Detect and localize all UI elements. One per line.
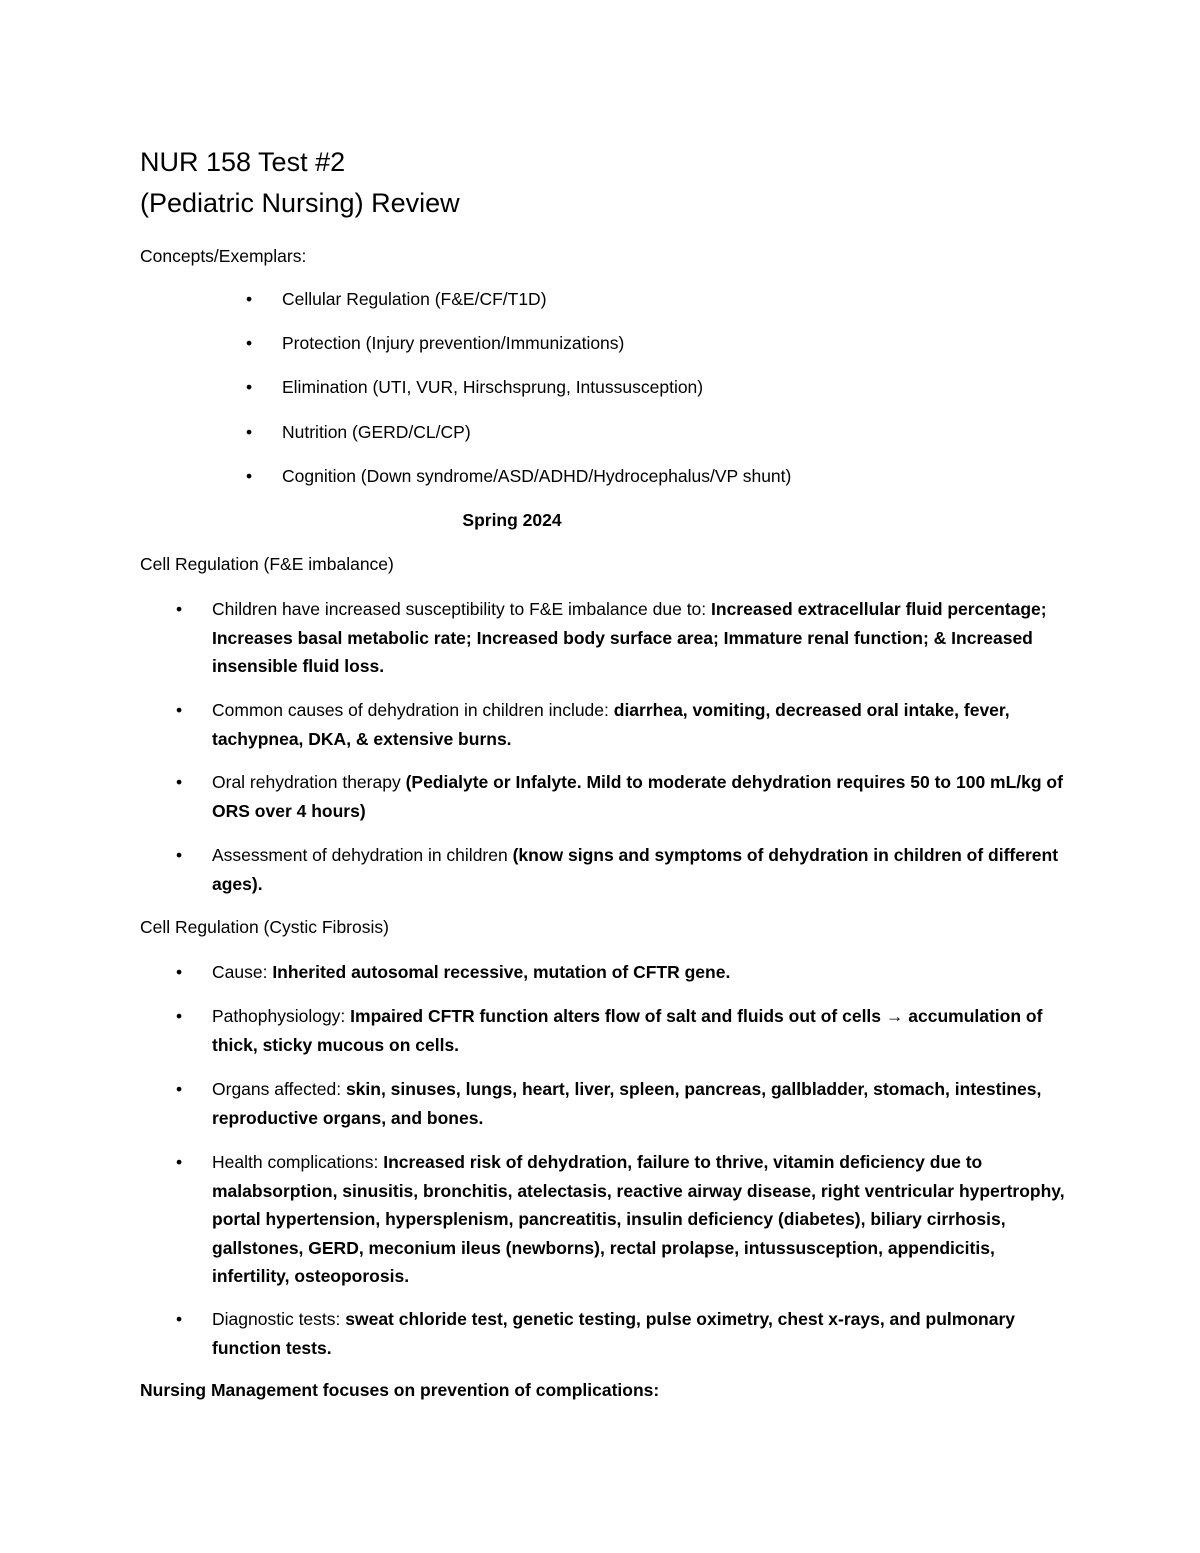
list-item — [176, 768, 1076, 825]
fe-section-heading: Cell Regulation (F&E imbalance) — [140, 554, 394, 574]
concept-text: Elimination (UTI, VUR, Hirschsprung, Intussusception) — [282, 377, 704, 397]
list-item — [176, 841, 1076, 898]
item-detail: Increased risk of dehydration, failure to thrive, vitamin deficiency due to malabsorption, sinusitis, bronchitis, atelectasis, reactive airway disease, right ventricular hypertrophy, portal hypertension, hypersplenism, pancreatitis, insulin deficiency (diabetes), biliary cirrhosis, gallstones, GERD, meconium ileus (newborns), rectal prolapse, intussusception, appendicitis, infertility, osteoporosis. — [212, 1152, 1065, 1286]
nursing-management-heading: Nursing Management focuses on prevention of complications: — [140, 1380, 660, 1400]
bullet-icon: • — [176, 962, 183, 982]
list-item — [176, 1148, 1076, 1291]
cf-section-heading: Cell Regulation (Cystic Fibrosis) — [140, 917, 389, 937]
document-title: NUR 158 Test #2 — [140, 147, 346, 177]
bullet-icon: • — [176, 772, 183, 792]
item-detail: sweat chloride test, genetic testing, pulse oximetry, chest x-rays, and pulmonary function tests. — [212, 1309, 1015, 1358]
bullet-icon: • — [246, 377, 253, 397]
item-detail: skin, sinuses, lungs, heart, liver, spleen, pancreas, gallbladder, stomach, intestines, reproductive organs, and bones. — [212, 1079, 1042, 1128]
term-label: Spring 2024 — [462, 510, 562, 530]
concept-text: Nutrition (GERD/CL/CP) — [282, 422, 471, 442]
list-item — [176, 696, 1076, 753]
bullet-icon: • — [176, 1309, 183, 1329]
item-lead: Cause: — [212, 962, 273, 982]
bullet-icon: • — [246, 289, 253, 309]
item-detail: Inherited autosomal recessive, mutation of CFTR gene. — [272, 962, 731, 982]
bullet-icon: • — [176, 700, 183, 720]
item-detail: Impaired CFTR function alters flow of salt and fluids out of cells → accumulation of thick, sticky mucous on cells. — [212, 1006, 1043, 1055]
bullet-icon: • — [176, 1079, 183, 1099]
concept-text: Cellular Regulation (F&E/CF/T1D) — [282, 289, 547, 309]
item-lead: Diagnostic tests: — [212, 1309, 346, 1329]
item-detail: diarrhea, vomiting, decreased oral intake, fever, tachypnea, DKA, & extensive burns. — [212, 700, 1010, 749]
concepts-label: Concepts/Exemplars: — [140, 246, 307, 266]
list-item — [176, 958, 1076, 987]
item-lead: Assessment of dehydration in children — [212, 845, 513, 865]
item-lead: Organs affected: — [212, 1079, 346, 1099]
item-detail: Increased extracellular fluid percentage; Increases basal metabolic rate; Increased body surface area; Immature renal function; & Increased insensible fluid loss. — [212, 599, 1047, 676]
concept-text: Cognition (Down syndrome/ASD/ADHD/Hydrocephalus/VP shunt) — [282, 466, 792, 486]
bullet-icon: • — [246, 422, 253, 442]
bullet-icon: • — [176, 845, 183, 865]
bullet-icon: • — [176, 1152, 183, 1172]
item-lead: Health complications: — [212, 1152, 384, 1172]
item-lead: Children have increased susceptibility to F&E imbalance due to: — [212, 599, 712, 619]
list-item — [176, 595, 1076, 681]
bullet-icon: • — [176, 1006, 183, 1026]
bullet-icon: • — [246, 333, 253, 353]
item-lead: Pathophysiology: — [212, 1006, 351, 1026]
list-item — [176, 1075, 1076, 1132]
item-lead: Oral rehydration therapy — [212, 772, 406, 792]
item-lead: Common causes of dehydration in children include: — [212, 700, 614, 720]
concept-text: Protection (Injury prevention/Immunizations) — [282, 333, 625, 353]
list-item — [176, 1002, 1076, 1059]
item-detail: (know signs and symptoms of dehydration in children of different ages). — [212, 845, 1059, 894]
bullet-icon: • — [246, 466, 253, 486]
bullet-icon: • — [176, 599, 183, 619]
item-detail: (Pedialyte or Infalyte. Mild to moderate dehydration requires 50 to 100 mL/kg of ORS over 4 hours) — [212, 772, 1063, 821]
document-subtitle: (Pediatric Nursing) Review — [140, 188, 460, 218]
list-item — [176, 1305, 1076, 1362]
